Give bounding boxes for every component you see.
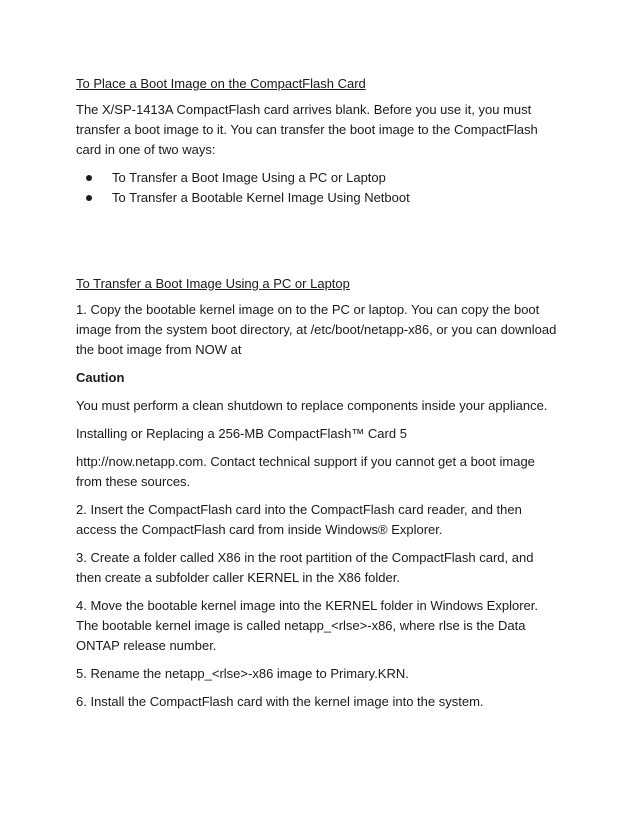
- section-heading-transfer-pc: To Transfer a Boot Image Using a PC or Laptop: [76, 276, 350, 291]
- document-page: [76, 74, 562, 720]
- section-heading-place-boot-image: To Place a Boot Image on the CompactFlash Card: [76, 76, 366, 91]
- bullet-dot-icon: [86, 175, 92, 181]
- url-paragraph: http://now.netapp.com. Contact technical support if you cannot get a boot image from these sources.: [76, 454, 535, 489]
- section-spacer: [76, 208, 562, 274]
- bullet-item: [86, 188, 562, 208]
- caution-label: Caution: [76, 370, 125, 385]
- step-3-paragraph: 3. Create a folder called X86 in the root partition of the CompactFlash card, and then create a subfolder caller KERNEL in the X86 folder.: [76, 550, 534, 585]
- step-4-paragraph: 4. Move the bootable kernel image into the KERNEL folder in Windows Explorer. The bootable kernel image is called netapp_<rlse>-x86, where rlse is the Data ONTAP release number.: [76, 598, 538, 653]
- bullet-list: [76, 168, 562, 208]
- caution-text: You must perform a clean shutdown to replace components inside your appliance.: [76, 398, 548, 413]
- step-2-paragraph: 2. Insert the CompactFlash card into the CompactFlash card reader, and then access the CompactFlash card from inside Windows® Explorer.: [76, 502, 522, 537]
- step-5-paragraph: 5. Rename the netapp_<rlse>-x86 image to Primary.KRN.: [76, 666, 409, 681]
- bullet-item-label: To Transfer a Boot Image Using a PC or Laptop: [112, 170, 386, 185]
- intro-paragraph: The X/SP-1413A CompactFlash card arrives blank. Before you use it, you must transfer a boot image to it. You can transfer the boot image to the CompactFlash card in one of two ways:: [76, 102, 538, 157]
- bullet-item-label: To Transfer a Bootable Kernel Image Using Netboot: [112, 190, 410, 205]
- installing-note: Installing or Replacing a 256-MB CompactFlash™ Card 5: [76, 426, 407, 441]
- step-6-paragraph: 6. Install the CompactFlash card with the kernel image into the system.: [76, 694, 484, 709]
- step-1-paragraph: 1. Copy the bootable kernel image on to the PC or laptop. You can copy the boot image from the system boot directory, at /etc/boot/netapp-x86, or you can download the boot image from NOW at: [76, 302, 557, 357]
- bullet-dot-icon: [86, 195, 92, 201]
- bullet-item: [86, 168, 562, 188]
